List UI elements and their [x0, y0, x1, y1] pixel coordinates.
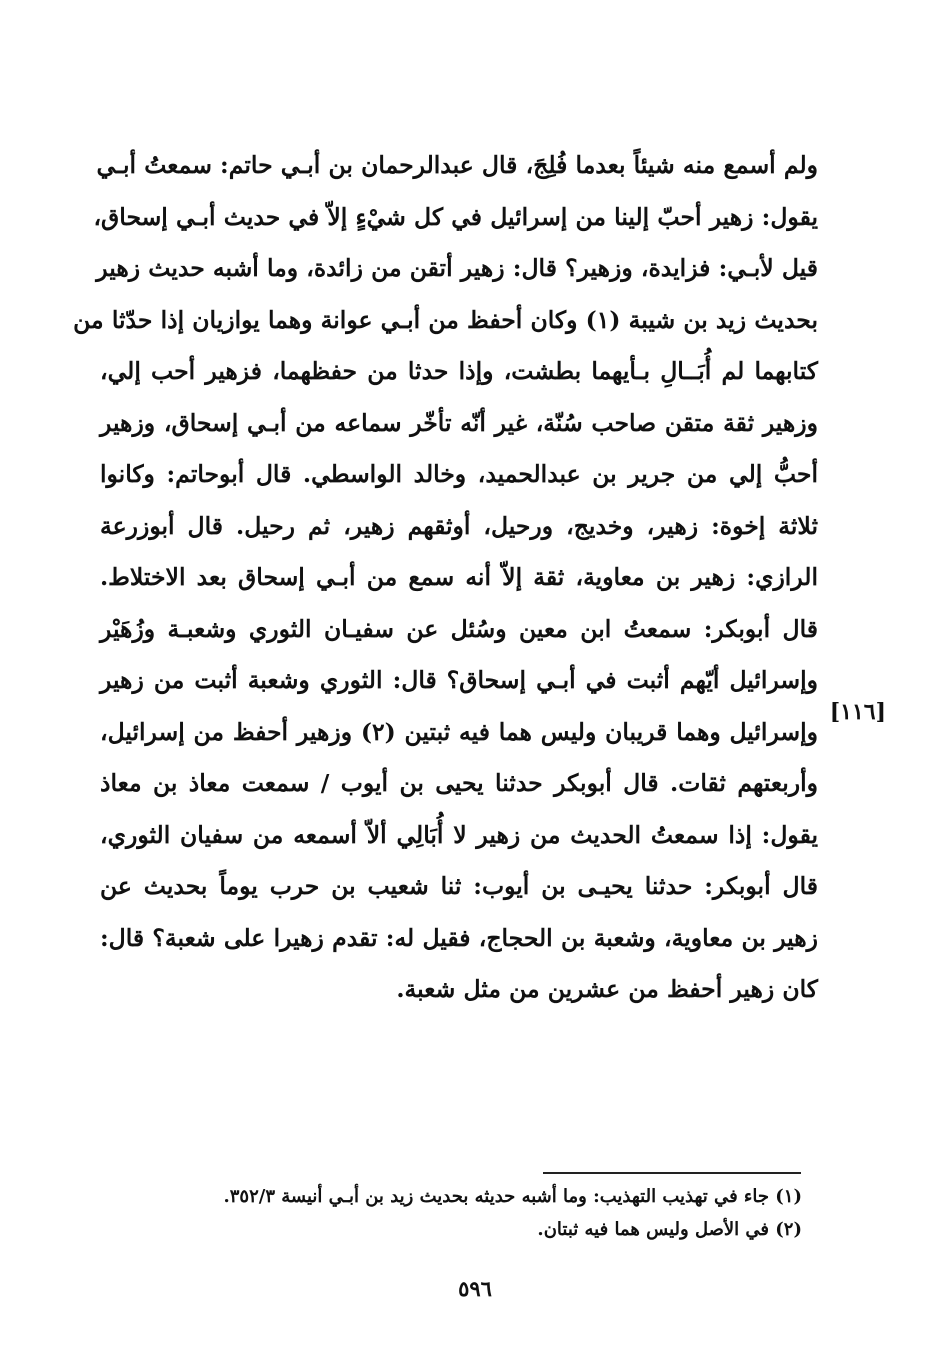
text-line: الرازي: زهير بن معاوية، ثقة إلاّ أنه سمع من أبـي إسحاق بعد الاختلاط.: [100, 563, 818, 591]
margin-reference-number: [١١٦]: [829, 699, 886, 725]
footnote: (١) جاء في تهذيب التهذيب: وما أشبه حديثه بحديث زيد بن أبـي أنيسة ٣٥٢/٣.: [223, 1186, 802, 1207]
text-line: كان زهير أحفظ من عشرين من مثل شعبة.: [396, 975, 818, 1003]
text-line: قال أبوبكر: حدثنا يحيـى بن أيوب: ثنا شعيب بن حرب يوماً بحديث عن: [100, 872, 818, 900]
footnote: (٢) في الأصل وليس هما فيه ثبتان.: [537, 1219, 802, 1240]
text-line: زهير بن معاوية، وشعبة بن الحجاج، فقيل له: تقدم زهيرا على شعبة؟ قال:: [100, 923, 818, 952]
text-line: قال أبوبكر: سمعتُ ابن معين وسُئل عن سفيـان الثوري وشعبـة وزُهَيْر: [100, 614, 818, 643]
text-line: أحبُّ إلي من جرير بن عبدالحميد، وخالد الواسطي. قال أبوحاتم: وكانوا: [100, 460, 818, 488]
footnotes-block: [150, 1180, 802, 1246]
text-line: بحديث زيد بن شيبة (١) وكان أحفظ من أبـي عوانة وهما يوازيان إذا حدّثا من: [73, 305, 818, 334]
text-line: قيل لأبـي: فزايدة، وزهير؟ قال: زهير أتقن من زائدة، وما أشبه حديث زهير: [96, 254, 818, 282]
main-text-block: [73, 140, 818, 1016]
text-line: وإسرائيل أيّهم أثبت في أبـي إسحاق؟ قال: الثوري وشعبة أثبت من زهير: [100, 666, 818, 694]
text-line: ولم أسمع منه شيئاً بعدما فُلِجَ، قال عبدالرحمان بن أبـي حاتم: سمعتُ أبـي: [96, 151, 818, 179]
page-number: ٥٩٦: [458, 1276, 492, 1301]
text-line: ثلاثة إخوة: زهير، وخديج، ورحيل، أوثقهم زهير، ثم رحيل. قال أبوزرعة: [100, 511, 818, 540]
text-line: وزهير ثقة متقن صاحب سُنّة، غير أنّه تأخّر سماعه من أبـي إسحاق، وزهير: [100, 408, 818, 437]
text-line: كتابهما لم أُبَــالِ بـأيهما بطشت، وإذا حدثا من حفظهما، فزهير أحب إلي،: [100, 357, 818, 385]
footnote-divider: [543, 1172, 801, 1174]
text-line: وأربعتهم ثقات. قال أبوبكر حدثنا يحيى بن أيوب / سمعت معاذ بن معاذ: [100, 769, 818, 797]
text-line: وإسرائيل وهما قريبان وليس هما فيه ثبتين (٢) وزهير أحفظ من إسرائيل،: [100, 717, 818, 746]
text-line: يقول: زهير أحبّ إلينا من إسرائيل في كل شيْءٍ إلاّ في حديث أبـي إسحاق،: [93, 202, 818, 231]
text-line: يقول: إذا سمعتُ الحديث من زهير لا أُبَالِي ألاّ أسمعه من سفيان الثوري،: [100, 820, 818, 849]
